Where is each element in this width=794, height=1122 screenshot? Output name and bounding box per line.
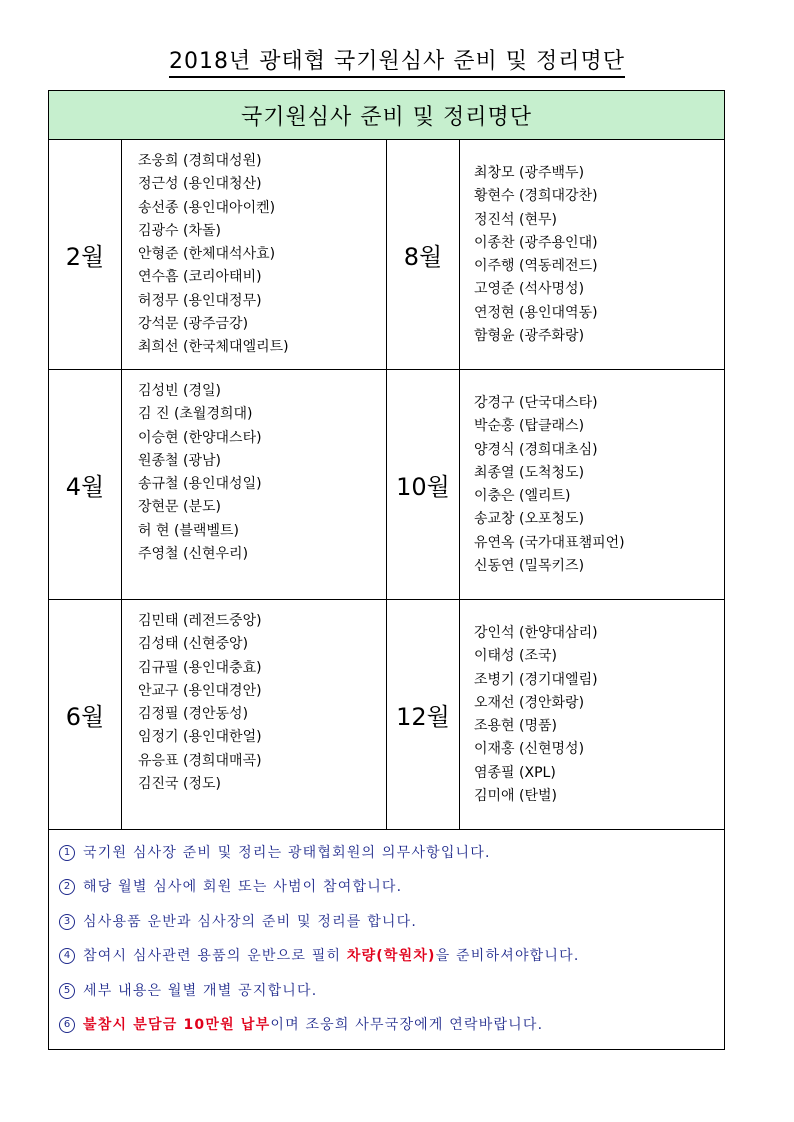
member-list <box>460 140 724 369</box>
schedule-row <box>49 370 724 600</box>
member-list <box>122 600 387 829</box>
member-name: 박순홍 (탑클래스) <box>474 418 585 435</box>
member-list <box>460 600 724 829</box>
note-number-icon: 2 <box>59 879 75 895</box>
member-name: 양경식 (경희대초심) <box>474 441 598 458</box>
note-number-icon: 3 <box>59 914 75 930</box>
note-item <box>59 981 724 1015</box>
note-item <box>59 843 724 877</box>
member-name: 유연옥 (국가대표챔피언) <box>474 534 625 551</box>
member-name: 김진국 (정도) <box>138 776 221 793</box>
member-name: 함형윤 (광주화랑) <box>474 328 585 345</box>
note-item <box>59 877 724 911</box>
member-name: 허정무 (용인대정무) <box>138 292 262 309</box>
month-label: 12월 <box>387 600 460 829</box>
schedule-table <box>48 90 725 1050</box>
note-emphasis: 불참시 분담금 10만원 납부 <box>83 1016 271 1033</box>
member-name: 송규철 (용인대성일) <box>138 476 262 493</box>
note-item <box>59 946 724 980</box>
table-header: 국기원심사 준비 및 정리명단 <box>49 91 724 140</box>
member-name: 김성빈 (경일) <box>138 383 221 399</box>
member-name: 안교구 (용인대경안) <box>138 682 262 699</box>
note-text-part: 을 준비하셔야합니다. <box>435 948 580 965</box>
note-text-part: 해당 월별 심사에 회원 또는 사범이 참여합니다. <box>83 879 403 896</box>
note-text-part: 심사용품 운반과 심사장의 준비 및 정리를 합니다. <box>83 913 418 930</box>
member-name: 강석문 (광주금강) <box>138 316 249 333</box>
member-name: 유응표 (경희대매곡) <box>138 752 262 769</box>
note-text-part: 참여시 심사관련 용품의 운반으로 필히 <box>83 948 347 965</box>
member-name: 연정현 (용인대역동) <box>474 304 598 321</box>
note-item <box>59 912 724 946</box>
note-text <box>83 843 491 863</box>
member-name: 원종철 (광남) <box>138 452 221 469</box>
note-text-part: 세부 내용은 월별 개별 공지합니다. <box>83 982 318 999</box>
member-name: 김 진 (초월경희대) <box>138 406 253 423</box>
note-text <box>83 1015 543 1035</box>
member-name: 조용현 (명품) <box>474 718 557 735</box>
document-title: 2018년 광태협 국기원심사 준비 및 정리명단 <box>0 44 794 75</box>
member-name: 조병기 (경기대엘림) <box>474 671 598 688</box>
member-name: 김정필 (경안동성) <box>138 706 249 723</box>
member-name: 황현수 (경희대강찬) <box>474 188 598 205</box>
member-name: 이태성 (조국) <box>474 648 557 665</box>
member-list <box>122 370 387 599</box>
note-number-icon: 4 <box>59 948 75 964</box>
member-name: 김성태 (신현중앙) <box>138 636 249 653</box>
member-name: 이충은 (엘리트) <box>474 488 571 505</box>
member-name: 장현문 (분도) <box>138 499 221 516</box>
month-label: 8월 <box>387 140 460 369</box>
month-label: 4월 <box>49 370 122 599</box>
member-name: 허 현 (블랙벨트) <box>138 522 239 539</box>
schedule-grid <box>49 140 724 830</box>
note-text-part: 국기원 심사장 준비 및 정리는 광태협회원의 의무사항입니다. <box>83 845 491 861</box>
member-name: 이승현 (한양대스타) <box>138 429 262 446</box>
note-text <box>83 877 402 897</box>
member-name: 연수흠 (코리아태비) <box>138 269 262 286</box>
member-name: 강경구 (단국대스타) <box>474 395 598 411</box>
member-name: 최종열 (도척청도) <box>474 464 585 481</box>
member-name: 김광수 (차돌) <box>138 222 221 239</box>
note-number-icon: 1 <box>59 845 75 861</box>
schedule-row <box>49 600 724 830</box>
month-label: 10월 <box>387 370 460 599</box>
member-name: 송교창 (오포청도) <box>474 511 585 528</box>
member-list <box>122 140 387 369</box>
member-name: 최창모 (광주백두) <box>474 165 585 181</box>
member-name: 신동연 (밀목키즈) <box>474 558 585 575</box>
member-name: 이종찬 (광주용인대) <box>474 234 598 251</box>
member-name: 김미애 (탄벌) <box>474 788 557 805</box>
month-label: 6월 <box>49 600 122 829</box>
member-name: 정근성 (용인대청산) <box>138 176 262 193</box>
month-label: 2월 <box>49 140 122 369</box>
note-number-icon: 5 <box>59 983 75 999</box>
note-emphasis: 차량(학원차) <box>346 948 436 965</box>
member-list <box>460 370 724 599</box>
note-text <box>83 981 317 1001</box>
member-name: 이재홍 (신현명성) <box>474 741 585 758</box>
member-name: 송선종 (용인대아이켄) <box>138 199 276 216</box>
note-text-part: 이며 조웅희 사무국장에게 연락바랍니다. <box>270 1016 544 1033</box>
notes-section <box>49 830 724 1049</box>
member-name: 주영철 (신현우리) <box>138 546 249 563</box>
member-name: 고영준 (석사명성) <box>474 281 585 298</box>
member-name: 안형준 (한체대석사효) <box>138 246 276 263</box>
note-item <box>59 1015 724 1049</box>
member-name: 염종필 (XPL) <box>474 764 556 781</box>
member-name: 오재선 (경안화랑) <box>474 694 585 711</box>
member-name: 강인석 (한양대삼리) <box>474 625 598 641</box>
note-text <box>83 912 417 932</box>
member-name: 김규필 (용인대충효) <box>138 659 262 676</box>
schedule-row <box>49 140 724 370</box>
note-number-icon: 6 <box>59 1017 75 1033</box>
member-name: 이주행 (역동레전드) <box>474 258 598 275</box>
note-text <box>83 946 580 966</box>
member-name: 김민태 (레전드중앙) <box>138 613 262 629</box>
member-name: 최희선 (한국체대엘리트) <box>138 339 289 356</box>
member-name: 임정기 (용인대한얼) <box>138 729 262 746</box>
member-name: 조웅희 (경희대성원) <box>138 153 262 169</box>
member-name: 정진석 (현무) <box>474 211 557 228</box>
